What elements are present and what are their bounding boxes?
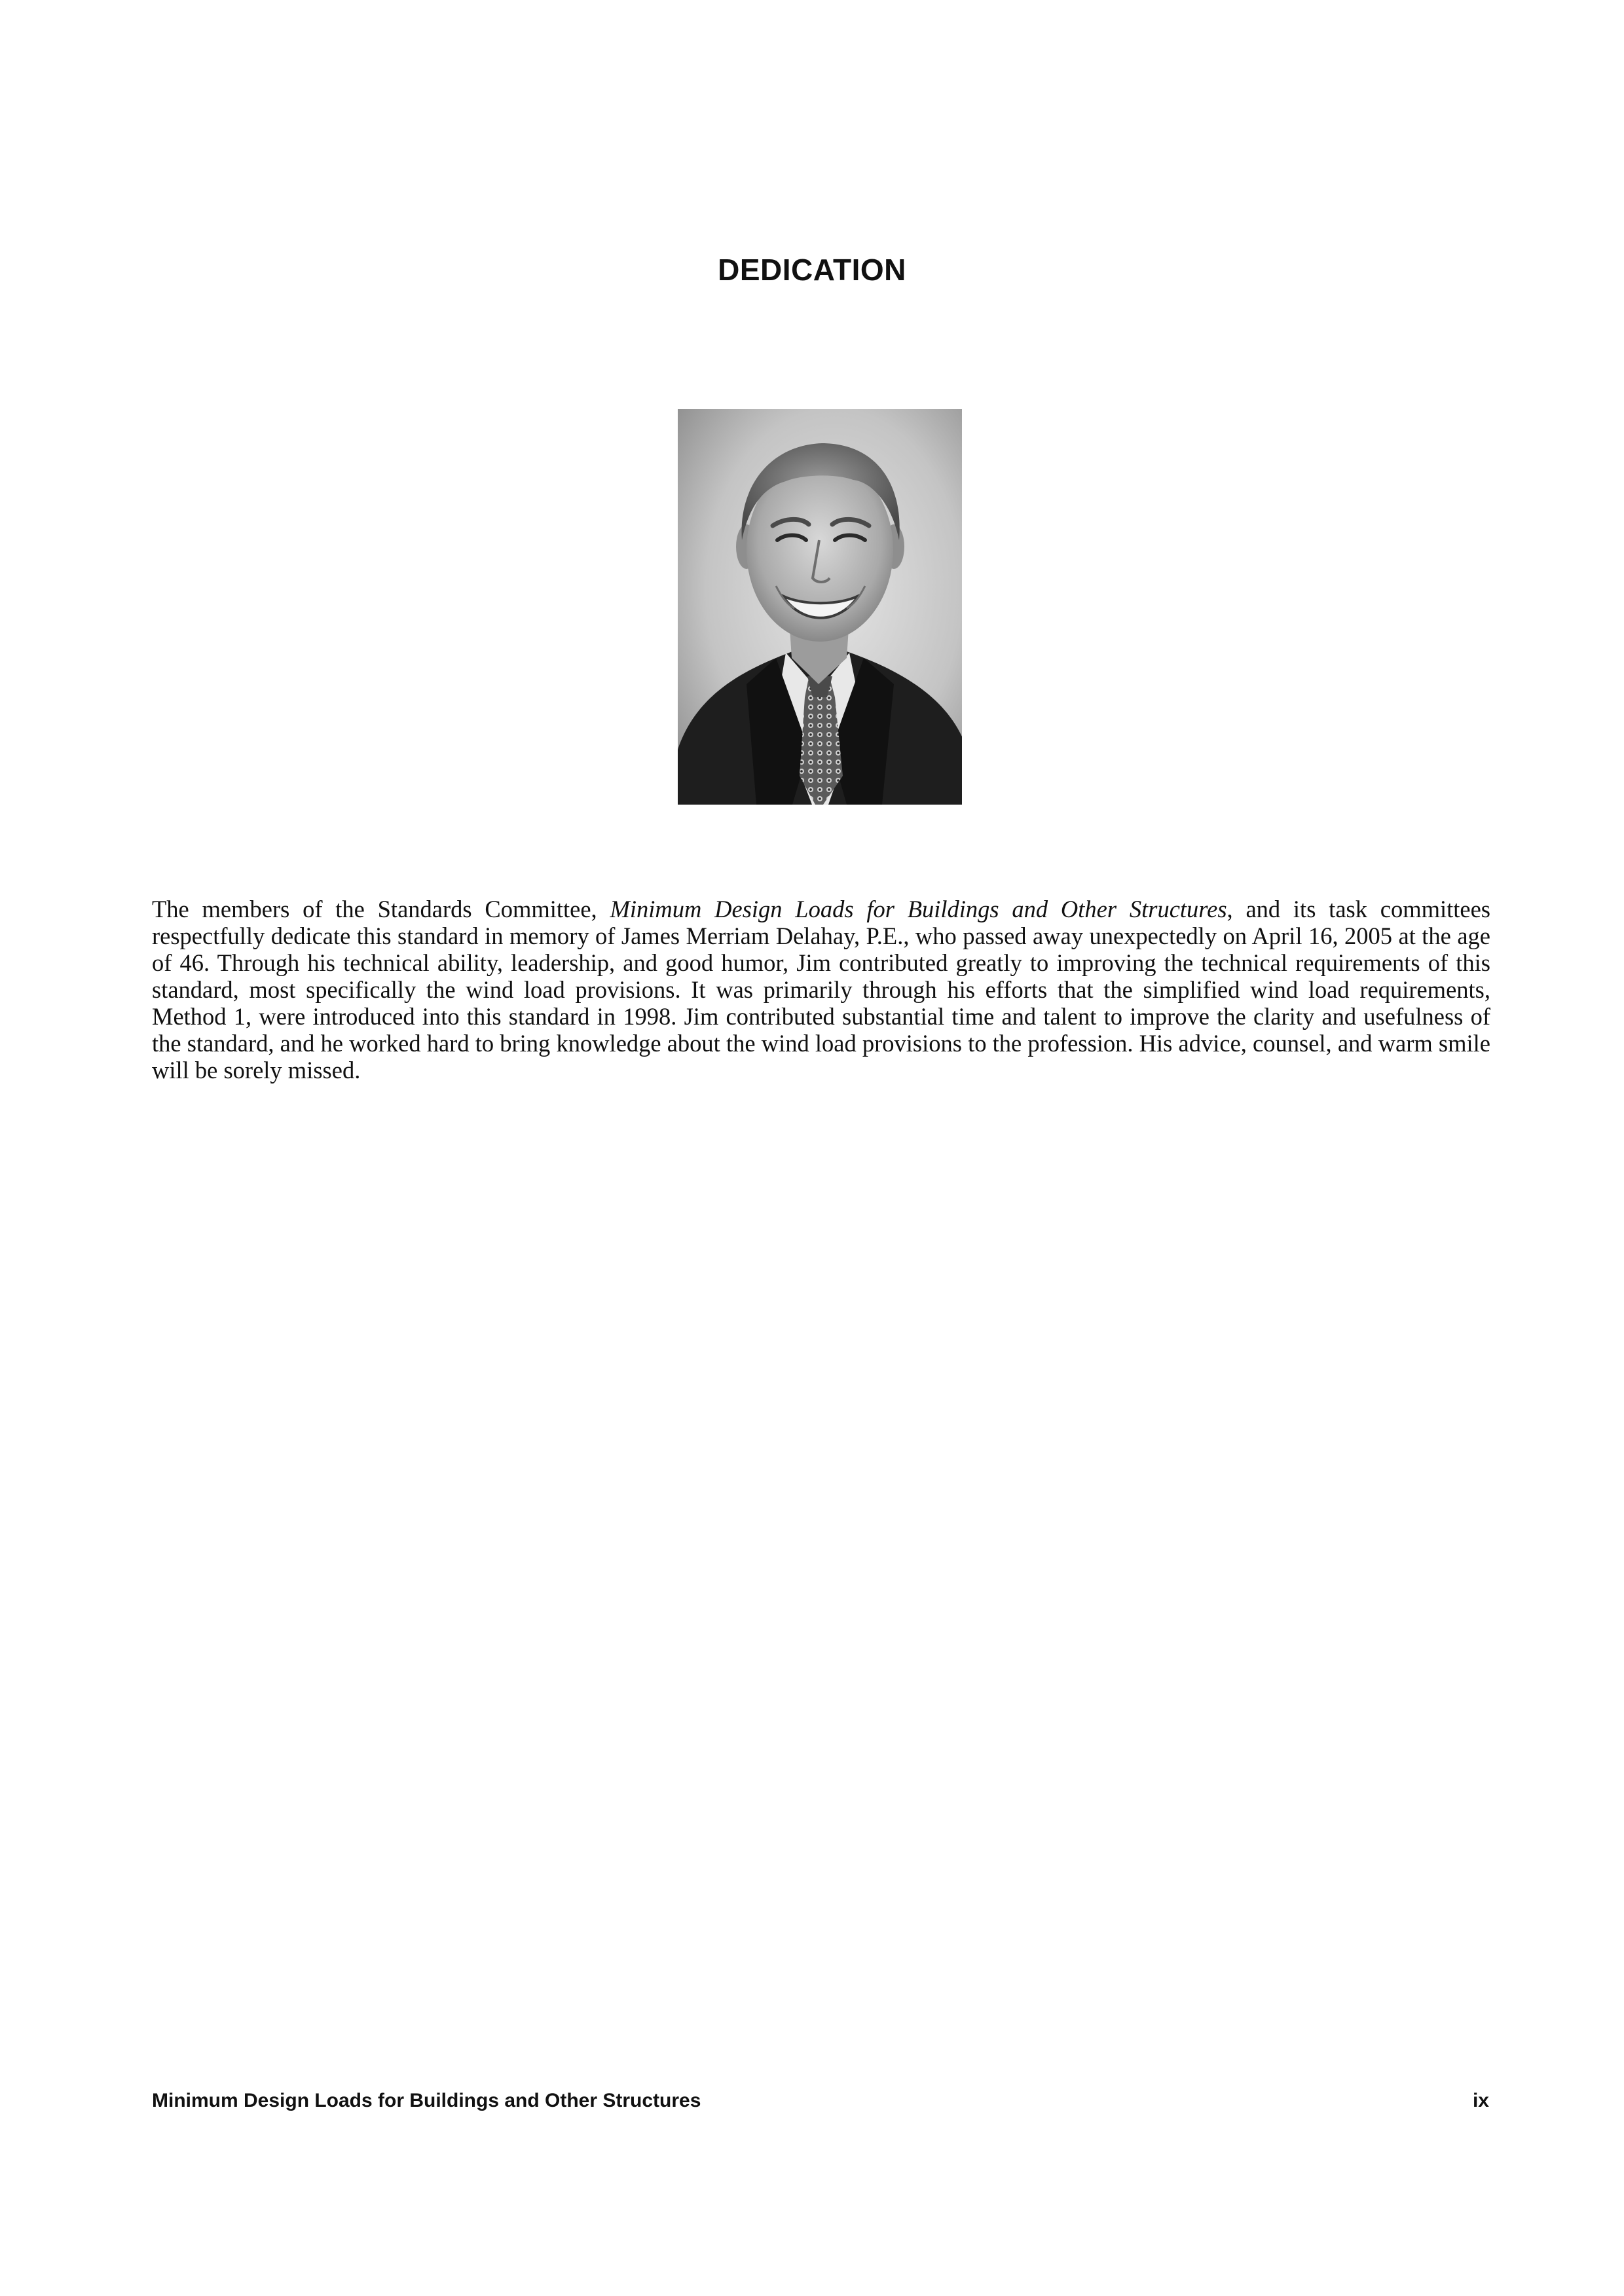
- portrait-photo: [678, 409, 962, 805]
- footer-title: Minimum Design Loads for Buildings and Other Structures: [152, 2090, 701, 2111]
- dedication-paragraph: [152, 896, 1490, 1084]
- dedication-text-rest: , and its task committees respectfully dedicate this standard in memory of James Merriam Delahay, P.E., who passed away unexpectedly on April 16, 2005 at the age of 46. Through his technical ability, leadership, and good humor, Jim contributed greatly to improving the technical requirements of this standard, most specifically the wind load provisions. It was primarily through his efforts that the simplified wind load requirements, Method 1, were introduced into this standard in 1998. Jim contributed substantial time and talent to improve the clarity and usefulness of the standard, and he worked hard to bring knowledge about the wind load provisions to the profession. His advice, counsel, and warm smile will be sorely missed.: [152, 896, 1491, 1084]
- page-title: DEDICATION: [718, 253, 906, 287]
- dedication-text-start: The members of the Standards Committee,: [152, 896, 610, 922]
- standard-title-italic: Minimum Design Loads for Buildings and Other Structures: [610, 896, 1227, 922]
- page-number: ix: [1472, 2090, 1489, 2111]
